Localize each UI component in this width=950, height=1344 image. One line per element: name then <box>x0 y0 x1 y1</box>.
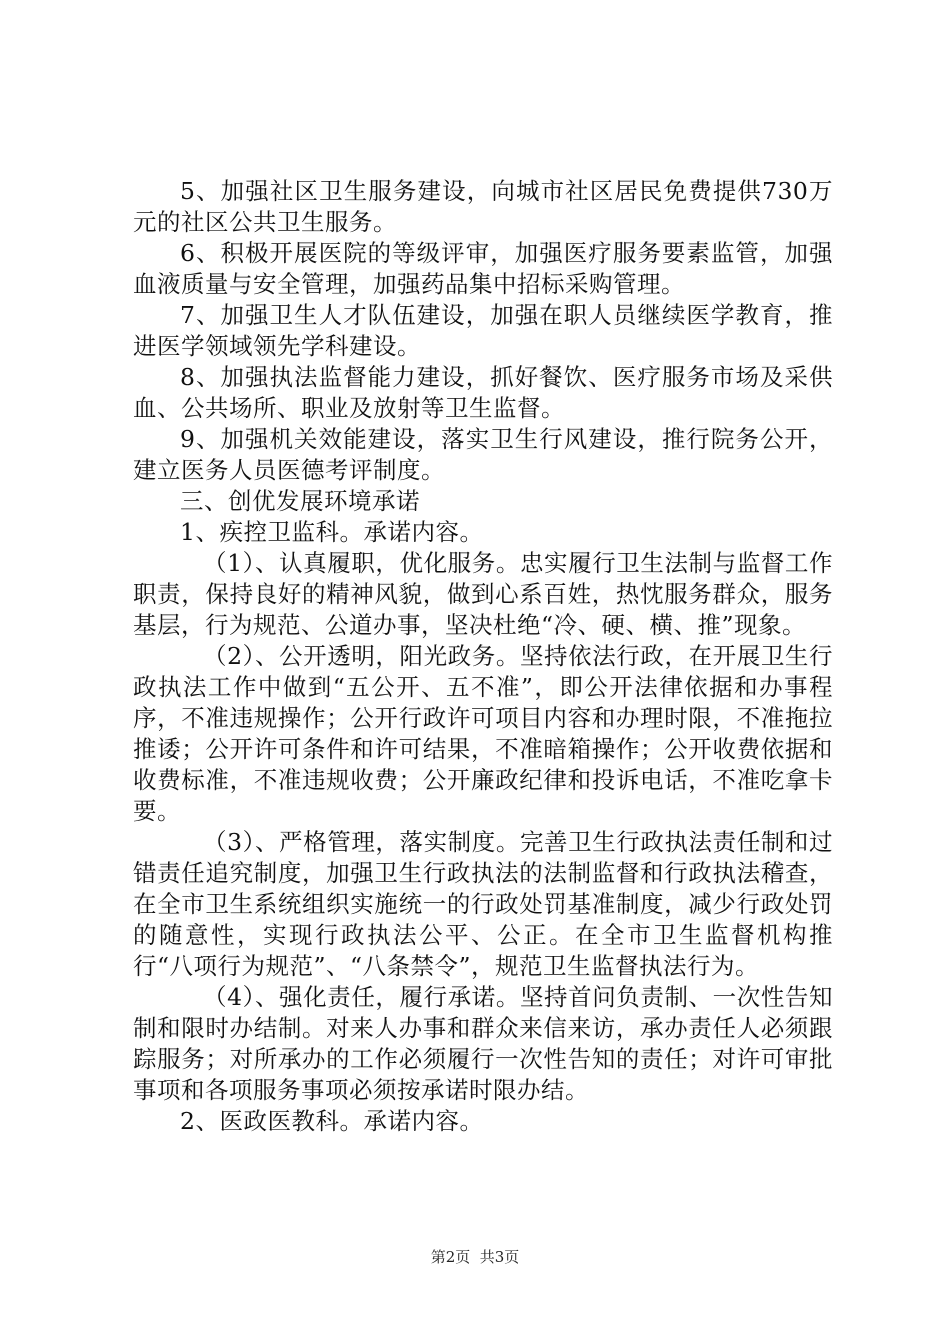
page-number-footer: 第2页 共3页 <box>430 1248 520 1266</box>
paragraph-item-9: 9、加强机关效能建设，落实卫生行风建设，推行院务公开，建立医务人员医德考评制度。 <box>133 425 833 484</box>
commitment-item-4: （4）、强化责任，履行承诺。坚持首问负责制、一次性告知制和限时办结制。对来人办事和群众来信来访，承办责任人必须跟踪服务；对所承办的工作必须履行一次性告知的责任；对许可审批事项和各项服务事项必须按承诺时限办结。 <box>133 983 833 1104</box>
paragraph-item-7: 7、加强卫生人才队伍建设，加强在职人员继续医学教育，推进医学领域领先学科建设。 <box>133 301 833 360</box>
document-body <box>133 176 833 1137</box>
paragraph-item-6: 6、积极开展医院的等级评审，加强医疗服务要素监管，加强血液质量与安全管理，加强药品集中招标采购管理。 <box>133 239 833 298</box>
subsection-heading-1: 1、疾控卫监科。承诺内容。 <box>180 518 484 546</box>
commitment-item-3: （3）、严格管理，落实制度。完善卫生行政执法责任制和过错责任追究制度，加强卫生行政执法的法制监督和行政执法稽查，在全市卫生系统组织实施统一的行政处罚基准制度，减少行政处罚的随意性，实现行政执法公平、公正。在全市卫生监督机构推行“八项行为规范”、“八条禁令”，规范卫生监督执法行为。 <box>133 828 833 980</box>
section-heading: 三、创优发展环境承诺 <box>180 487 420 515</box>
subsection-heading-2: 2、医政医教科。承诺内容。 <box>180 1107 484 1135</box>
commitment-item-1: （1）、认真履职，优化服务。忠实履行卫生法制与监督工作职责，保持良好的精神风貌，做到心系百姓，热忱服务群众，服务基层，行为规范、公道办事，坚决杜绝“冷、硬、横、推”现象。 <box>133 549 833 639</box>
paragraph-item-5: 5、加强社区卫生服务建设，向城市社区居民免费提供730万元的社区公共卫生服务。 <box>133 177 833 236</box>
commitment-item-2: （2）、公开透明，阳光政务。坚持依法行政，在开展卫生行政执法工作中做到“五公开、五不准”，即公开法律依据和办事程序，不准违规操作；公开行政许可项目内容和办理时限，不准拖拉推诿；公开许可条件和许可结果，不准暗箱操作；公开收费依据和收费标准，不准违规收费；公开廉政纪律和投诉电话，不准吃拿卡要。 <box>133 642 833 825</box>
paragraph-item-8: 8、加强执法监督能力建设，抓好餐饮、医疗服务市场及采供血、公共场所、职业及放射等卫生监督。 <box>133 363 833 422</box>
